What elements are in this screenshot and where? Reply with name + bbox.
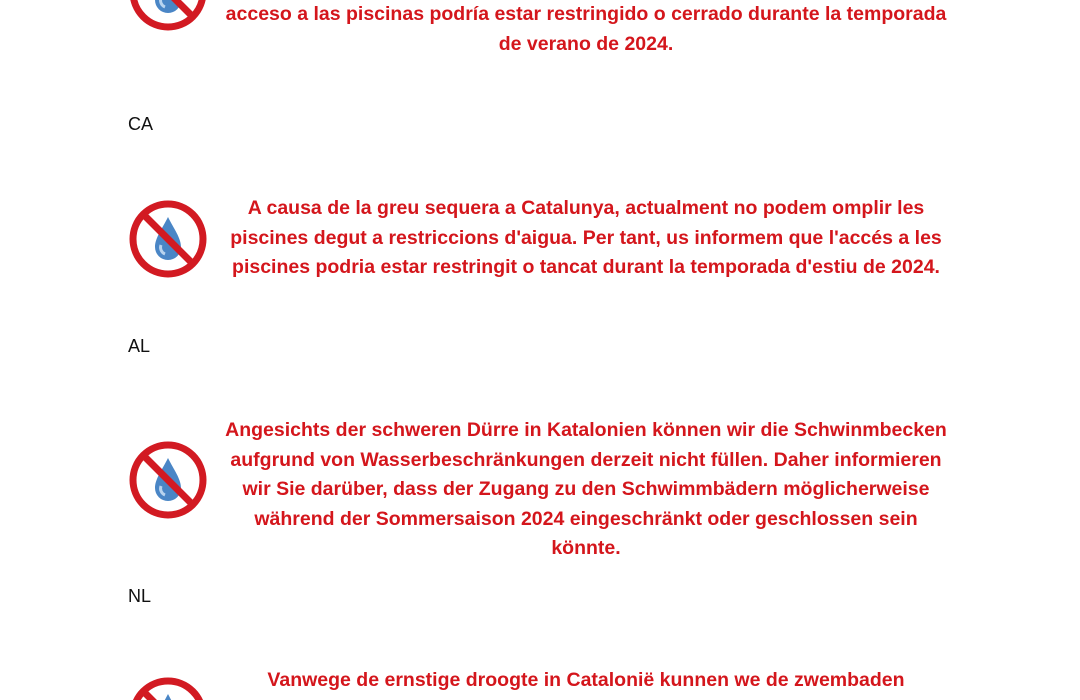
no-water-drop-icon <box>128 0 208 32</box>
notice-nl: Vanwege de ernstige droogte in Catalonië kunnen we de zwembaden <box>267 669 905 691</box>
no-water-drop-icon <box>128 199 208 279</box>
language-label-al: AL <box>128 336 151 356</box>
notice-al: Angesichts der schweren Dürre in Katalonien können wir die Schwinmbecken aufgrund von Wasserbeschränkungen derzeit nicht füllen. Daher informieren wir Sie darüber, dass der Zugang zu den Schwimmbädern möglicherweise während der Sommersaison 2024 eingeschränkt oder geschlossen sein könnte. <box>225 419 947 559</box>
notice-ca: A causa de la greu sequera a Catalunya, actualment no podem omplir les piscines degut a restriccions d'aigua. Per tant, us informem que l'accés a les piscines podria estar restringit o tancat durant la temporada d'estiu de 2024. <box>230 197 942 278</box>
notice-es: acceso a las piscinas podría estar restringido o cerrado durante la temporada de verano de 2024. <box>225 3 947 55</box>
language-label-nl: NL <box>128 586 152 606</box>
no-water-drop-icon <box>128 676 208 700</box>
no-water-drop-icon <box>128 440 208 520</box>
language-label-ca: CA <box>128 114 154 134</box>
